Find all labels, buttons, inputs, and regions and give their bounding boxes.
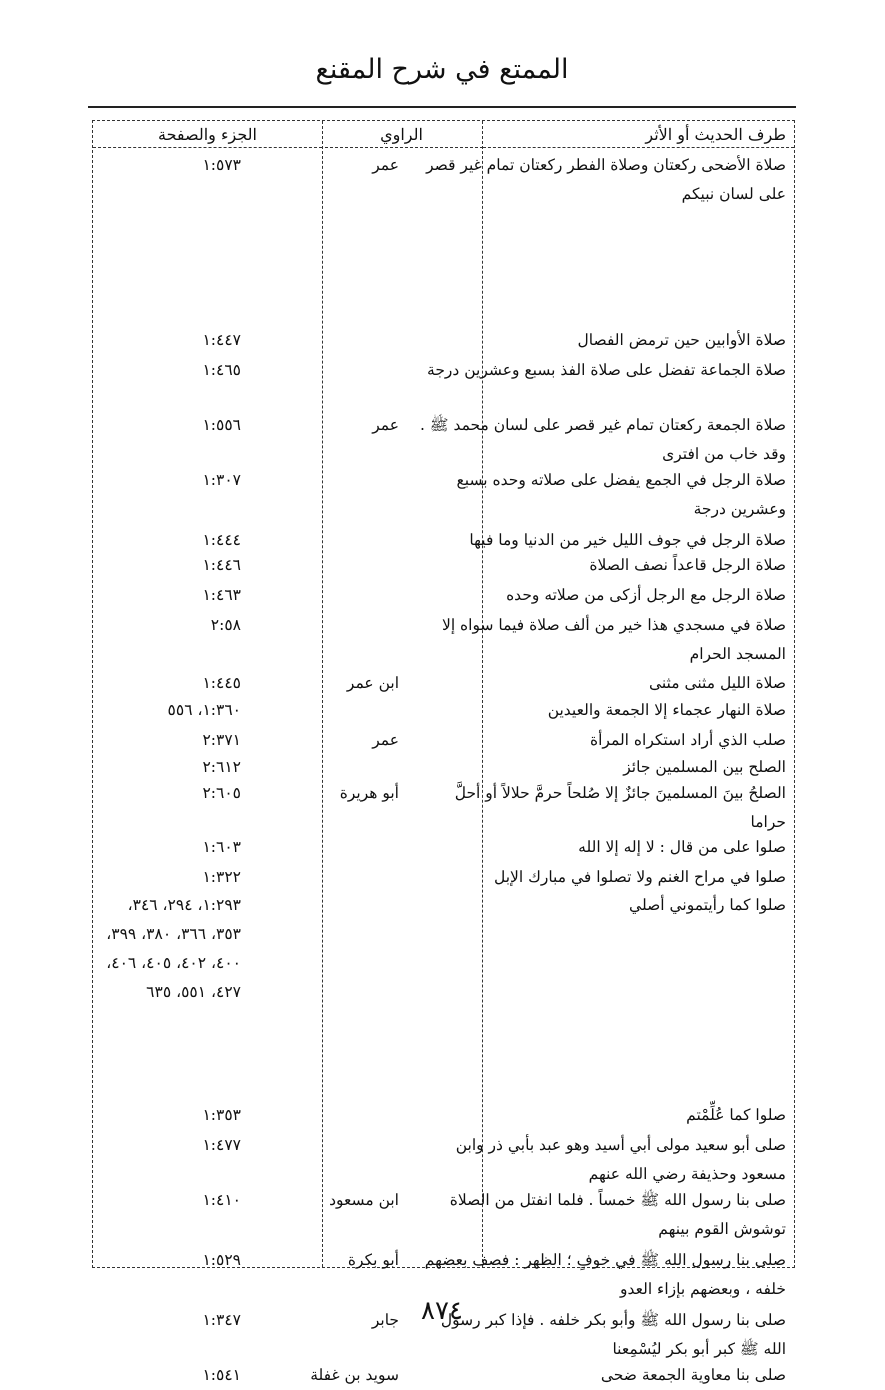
volume-page-ref: ١:٣٦٠، ٥٥٦ <box>167 701 241 719</box>
hadith-text: الصلحُ بينَ المسلمينَ جائزٌ إلا صُلحاً حرمَّ حلالاً أو أحلَّ حراما <box>454 784 786 831</box>
hadith-text: صلى أبو سعيد مولى أبي أسيد وهو عبد بأبي ذر وابن مسعود وحذيفة رضي الله عنهم <box>455 1136 786 1183</box>
narrator: عمر <box>372 416 399 434</box>
table-row <box>93 779 794 831</box>
hadith-text: صلوا على من قال : لا إله إلا الله <box>578 838 786 856</box>
volume-page-ref: ١:٢٩٣، ٢٩٤، ٣٤٦، ٣٥٣، ٣٦٦، ٣٨٠، ٣٩٩، ٤٠٠، ٤٠٢، ٤٠٥، ٤٠٦، ٤٢٧، ٥٥١، ٦٣٥ <box>106 896 241 1001</box>
table-row <box>93 1131 794 1183</box>
volume-page-ref: ١:٣٤٧ <box>202 1311 241 1329</box>
volume-page-ref: ١:٥٥٦ <box>202 416 241 434</box>
hadith-text: صلاة في مسجدي هذا خير من ألف صلاة فيما سواه إلا المسجد الحرام <box>441 616 786 663</box>
volume-page-ref: ١:٤٤٥ <box>202 674 241 692</box>
table-row <box>93 526 794 554</box>
hadith-text: صلاة الرجل في جوف الليل خير من الدنيا وما فيها <box>469 531 786 549</box>
column-header-hadith: طرف الحديث أو الأثر <box>483 121 794 148</box>
hadith-text: صلاة الجمعة ركعتان تمام غير قصر على لسان محمد ﷺ . وقد خاب من افترى <box>419 416 786 463</box>
volume-page-ref: ١:٣٥٣ <box>202 1106 241 1124</box>
narrator: جابر <box>371 1311 399 1329</box>
volume-page-ref: ١:٥٢٩ <box>202 1251 241 1269</box>
hadith-text: صلاة الليل مثنى مثنى <box>648 674 786 692</box>
table-row <box>93 1361 794 1389</box>
narrator: عمر <box>372 156 399 174</box>
narrator: أبو بكرة <box>347 1251 399 1269</box>
table-row <box>93 833 794 861</box>
hadith-text: صلوا كما عُلِّمْتم <box>686 1106 786 1124</box>
volume-page-ref: ٢:٥٨ <box>210 616 241 634</box>
volume-page-ref: ١:٤٦٥ <box>202 361 241 379</box>
volume-page-ref: ١:٥٧٣ <box>202 156 241 174</box>
volume-page-ref: ١:٤٤٧ <box>202 331 241 349</box>
volume-page-ref: ٢:٦٠٥ <box>202 784 241 802</box>
volume-page-ref: ١:٤٦٣ <box>202 586 241 604</box>
hadith-text: صلى بنا رسول الله ﷺ وأبو بكر خلفه . فإذا كبر رسول الله ﷺ كبر أبو بكر ليُسْمِعنا <box>440 1311 786 1358</box>
header-rule <box>88 106 796 108</box>
hadith-text: صلاة الرجل مع الرجل أزكى من صلاته وحده <box>506 586 786 604</box>
table-row <box>93 466 794 524</box>
volume-page-ref: ١:٦٠٣ <box>202 838 241 856</box>
table-row <box>93 1246 794 1301</box>
column-header-ref: الجزء والصفحة <box>93 121 322 148</box>
volume-page-ref: ١:٤٤٤ <box>202 531 241 549</box>
table-row <box>93 891 794 1091</box>
hadith-text: الصلح بين المسلمين جائز <box>623 758 786 776</box>
page-title: الممتع في شرح المقنع <box>315 54 569 85</box>
narrator: ابن عمر <box>346 674 399 692</box>
volume-page-ref: ١:٤٧٧ <box>202 1136 241 1154</box>
table-row <box>93 753 794 781</box>
hadith-text: صلى بنا معاوية الجمعة ضحى <box>600 1366 786 1384</box>
volume-page-ref: ٢:٣٧١ <box>202 731 241 749</box>
hadith-text: صلاة الرجل في الجمع يفضل على صلاته وحده بسبع وعشرين درجة <box>456 471 786 518</box>
hadith-text: صلى بنا رسول الله ﷺ خمساً . فلما انفتل من الصلاة توشوش القوم بينهم <box>449 1191 786 1238</box>
volume-page-ref: ١:٤١٠ <box>202 1191 241 1209</box>
table-row <box>93 581 794 609</box>
hadith-text: صلاة الجماعة تفضل على صلاة الفذ بسبع وعشرين درجة <box>427 361 786 379</box>
volume-page-ref: ١:٥٤١ <box>202 1366 241 1384</box>
volume-page-ref: ١:٣٠٧ <box>202 471 241 489</box>
hadith-text: صلاة الأضحى ركعتان وصلاة الفطر ركعتان تمام غير قصر على لسان نبيكم <box>426 156 786 203</box>
table-row <box>93 551 794 579</box>
hadith-text: صلوا كما رأيتموني أصلي <box>629 896 786 914</box>
volume-page-ref: ٢:٦١٢ <box>202 758 241 776</box>
hadith-text: صلاة الأوابين حين ترمض الفصال <box>577 331 786 349</box>
column-header-narrator: الراوي <box>320 121 483 148</box>
table-row <box>93 326 794 354</box>
narrator: أبو هريرة <box>339 784 399 802</box>
table-row <box>93 411 794 469</box>
table-row <box>93 669 794 697</box>
hadith-text: صلب الذي أراد استكراه المرأة <box>590 731 786 749</box>
page-number: ٨٧٤ <box>421 1296 463 1326</box>
table-row <box>93 611 794 666</box>
hadith-text: صلاة النهار عجماء إلا الجمعة والعيدين <box>547 701 786 719</box>
hadith-text: صلى بنا رسول الله ﷺ في خوفٍ ؛ الظهر : فصف بعضهم خلفه ، وبعضهم بإزاء العدو <box>424 1251 786 1298</box>
volume-page-ref: ١:٣٢٢ <box>202 868 241 886</box>
table-row <box>93 1101 794 1129</box>
table-row <box>93 151 794 211</box>
table-row <box>93 863 794 891</box>
narrator: سويد بن غفلة <box>310 1366 399 1384</box>
volume-page-ref: ١:٤٤٦ <box>202 556 241 574</box>
hadith-text: صلاة الرجل قاعداً نصف الصلاة <box>589 556 786 574</box>
table-row <box>93 356 794 408</box>
table-row <box>93 696 794 724</box>
narrator: ابن مسعود <box>329 1191 399 1209</box>
hadith-text: صلوا في مراح الغنم ولا تصلوا في مبارك الإبل <box>493 868 786 886</box>
table-row <box>93 726 794 754</box>
table-row <box>93 1186 794 1241</box>
narrator: عمر <box>372 731 399 749</box>
